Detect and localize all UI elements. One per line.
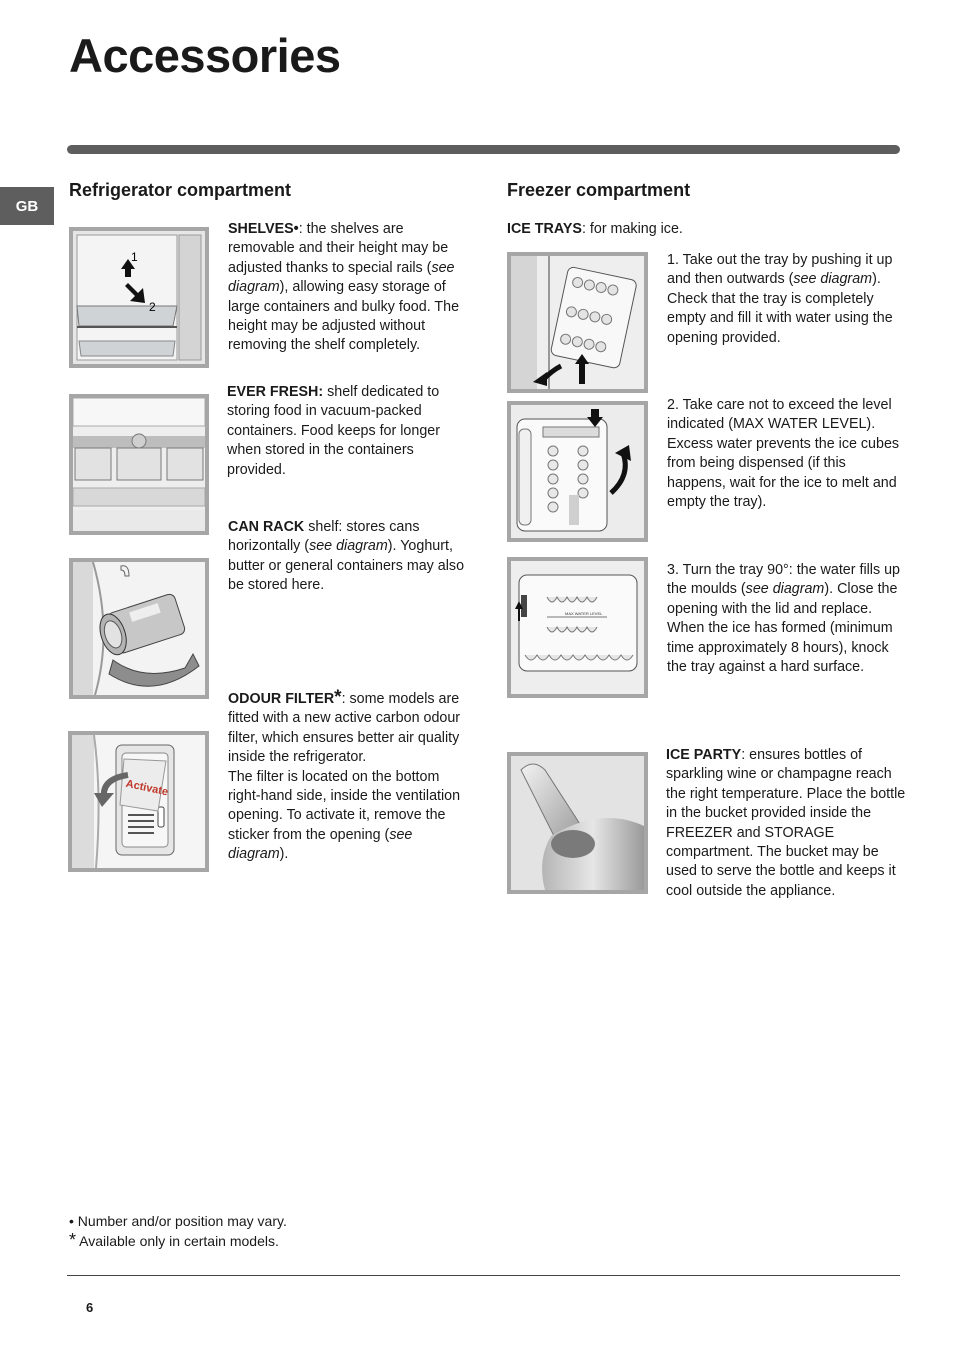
- freezer-heading: Freezer compartment: [507, 180, 691, 200]
- footnotes: [69, 1212, 287, 1251]
- page-title: Accessories: [69, 29, 341, 82]
- ice-party-description: ICE PARTY: ensures bottles of sparkling wine or champagne reach the right temperature. Place the bottle in the bucket provided inside the FREEZER and STORAGE compartment. The bucket may be used to serve the bottle and keeps it cool outside the appliance.: [666, 747, 906, 899]
- can-rack-description: CAN RACK shelf: stores cans horizontally (see diagram). Yoghurt, butter or general containers may also be stored here.: [228, 519, 465, 594]
- footer-divider: [67, 1275, 900, 1276]
- can-rack-diagram: [69, 558, 209, 699]
- activate-sticker-label: Activate: [124, 777, 170, 799]
- ever-fresh-label: EVER FRESH:: [227, 384, 324, 400]
- shelf-step-2: 2: [149, 300, 156, 314]
- language-tab: GB: [0, 187, 54, 225]
- ice-tray-removal-diagram: [507, 252, 648, 393]
- ice-tray-rotated-diagram: [507, 557, 648, 698]
- ever-fresh-description: EVER FRESH: shelf dedicated to storing food in vacuum-packed containers. Food keeps for longer when stored in the containers provided.: [227, 384, 440, 478]
- step2-description: 2. Take care not to exceed the level indicated (MAX WATER LEVEL). Excess water prevents the ice cubes from being dispensed (if this happens, wait for the ice to melt and empty the tray).: [667, 397, 900, 511]
- ice-tray-filling-diagram: [507, 401, 648, 542]
- ice-trays-intro: ICE TRAYS: for making ice.: [507, 221, 683, 237]
- ice-party-bucket-image: [507, 752, 648, 894]
- step1-description: 1. Take out the tray by pushing it up and then outwards (see diagram). Check that the tray is completely empty and fill it with water using the opening provided.: [667, 252, 893, 346]
- title-divider: [67, 145, 900, 154]
- odour-filter-description: ODOUR FILTER*: some models are fitted with a new active carbon odour filter, which ensures better air quality inside the refrigerator. The filter is located on the bottom right-hand side, inside the ventilation opening. To activate it, remove the sticker from the opening (see diagram).: [228, 687, 461, 863]
- odour-filter-diagram: [68, 731, 209, 872]
- ever-fresh-diagram: [69, 394, 209, 535]
- shelves-label: SHELVES•: [228, 221, 299, 237]
- ice-trays-label: ICE TRAYS: [507, 221, 582, 237]
- shelves-description: SHELVES•: the shelves are removable and their height may be adjusted thanks to special rails (see diagram), allowing easy storage of large containers and bulky food. The height may be adjusted without removing the shelf completely.: [228, 221, 460, 354]
- page-number: 6: [86, 1300, 94, 1315]
- footnote-bullet: • Number and/or position may vary.: [69, 1213, 287, 1229]
- max-water-level-label: MAX WATER LEVEL: [565, 611, 603, 616]
- refrigerator-heading: Refrigerator compartment: [69, 180, 292, 200]
- odour-filter-star: *: [334, 687, 342, 708]
- shelf-step-1: 1: [131, 250, 138, 264]
- can-rack-label: CAN RACK: [228, 519, 305, 535]
- footnote-star: * Available only in certain models.: [69, 1229, 279, 1250]
- odour-filter-label: ODOUR FILTER: [228, 691, 335, 707]
- ice-party-label: ICE PARTY: [666, 747, 742, 763]
- shelves-diagram: [69, 227, 209, 368]
- step3-description: 3. Turn the tray 90°: the water fills up the moulds (see diagram). Close the opening with the lid and replace. When the ice has formed (minimum time approximately 8 hours), knock the tray against a hard surface.: [667, 562, 900, 676]
